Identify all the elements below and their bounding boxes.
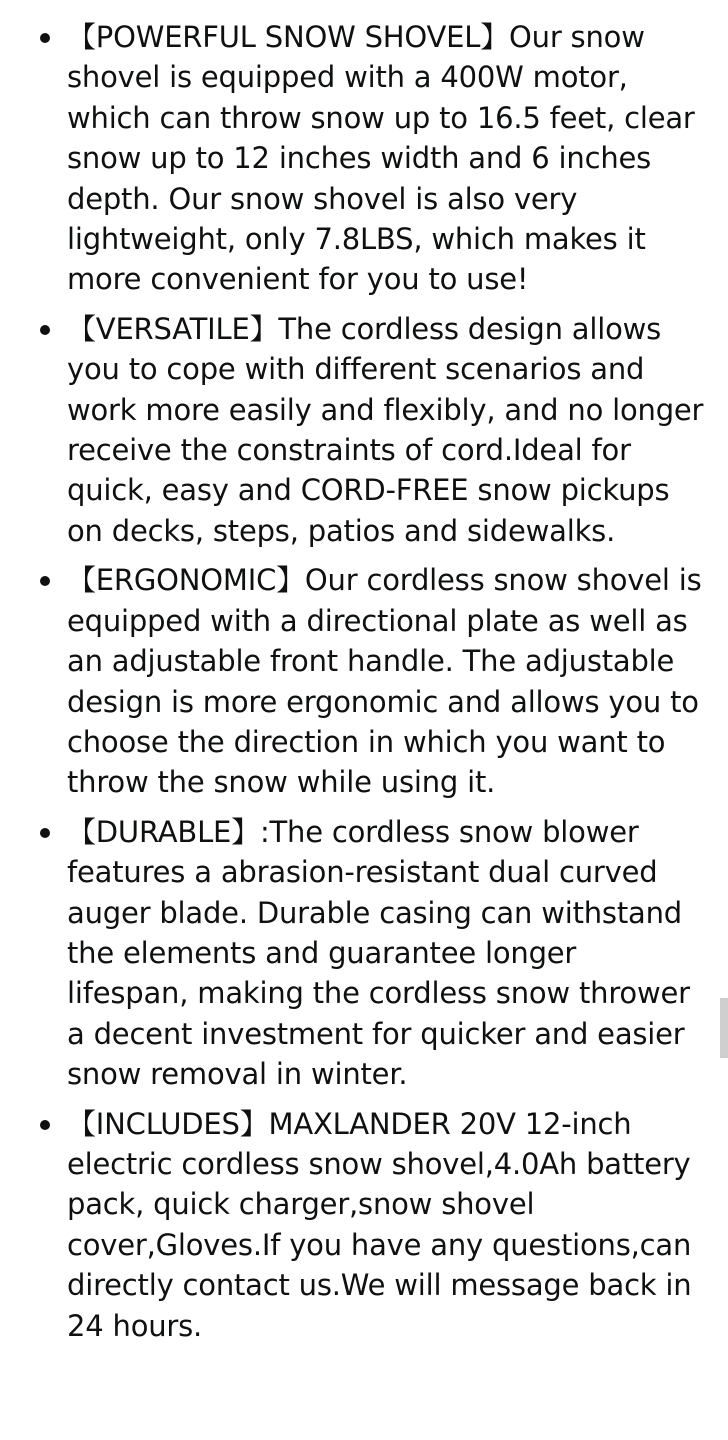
- feature-text: 【INCLUDES】MAXLANDER 20V 12-inch electric cordless snow shovel,4.0Ah battery pack, quick charger,snow shovel cover,Gloves.If you have any questions,can directly contact us.We will message back in 24 hours.: [67, 1106, 692, 1343]
- bullet-dot-icon: [40, 828, 50, 838]
- feature-bullet-item: [0, 17, 728, 300]
- feature-text: 【DURABLE】:The cordless snow blower features a abrasion-resistant dual curved auger blade. Durable casing can withstand the elements and guarantee longer lifespan, making the cordless snow thrower a decent investment for quicker and easier snow removal in winter.: [67, 814, 690, 1092]
- feature-text: 【POWERFUL SNOW SHOVEL】Our snow shovel is equipped with a 400W motor, which can throw snow up to 16.5 feet, clear snow up to 12 inches width and 6 inches depth. Our snow shovel is also very lightweight, only 7.8LBS, which makes it more convenient for you to use!: [67, 20, 695, 297]
- bullet-dot-icon: [40, 33, 50, 43]
- bullet-dot-icon: [40, 325, 50, 335]
- feature-bullet-item: [0, 560, 728, 802]
- feature-text: 【ERGONOMIC】Our cordless snow shovel is equipped with a directional plate as well as an adjustable front handle. The adjustable design is more ergonomic and allows you to choose the direction in which you want to throw the snow while using it.: [67, 563, 702, 800]
- bullet-dot-icon: [40, 576, 50, 586]
- feature-bullet-item: [0, 1104, 728, 1346]
- vertical-scrollbar[interactable]: [720, 0, 728, 1440]
- feature-bullet-item: [0, 309, 728, 551]
- scrollbar-thumb[interactable]: [720, 998, 728, 1058]
- bullet-dot-icon: [40, 1120, 50, 1130]
- feature-text: 【VERSATILE】The cordless design allows you to cope with different scenarios and work more easily and flexibly, and no longer receive the constraints of cord.Ideal for quick, easy and CORD-FREE snow pickups on decks, steps, patios and sidewalks.: [67, 311, 704, 548]
- feature-bullet-item: [0, 812, 728, 1095]
